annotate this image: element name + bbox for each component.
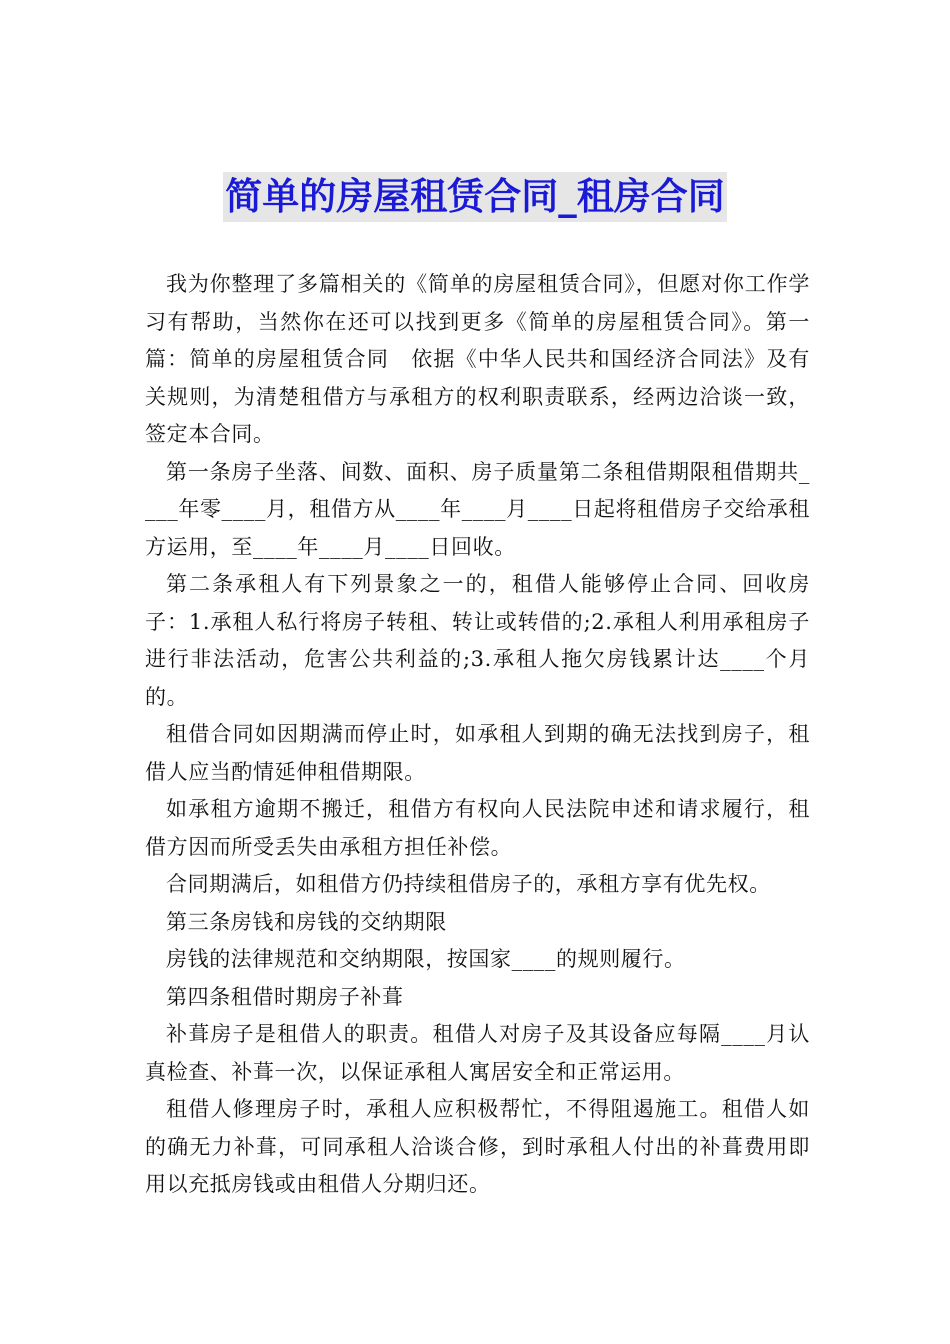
paragraph-intro: 我为你整理了多篇相关的《简单的房屋租赁合同》，但愿对你工作学习有帮助，当然你在还可以找到更多《简单的房屋租赁合同》。第一篇：简单的房屋租赁合同 依据《中华人民共和国经济合同法》及有关规则，为清楚租借方与承租方的权利职责联系，经两边洽谈一致，签定本合同。 [145, 272, 810, 446]
paragraph-rent-terms: 房钱的法律规范和交纳期限，按国家____的规则履行。 [166, 947, 686, 971]
heading-article-3: 第三条房钱和房钱的交纳期限 [166, 909, 447, 934]
paragraph-article-2: 第二条承租人有下列景象之一的，租借人能够停止合同、回收房子：1.承租人私行将房子转租、转让或转借的;2.承租人利用承租房子进行非法活动，危害公共利益的;3.承租人拖欠房钱累计达____个月的。 [145, 572, 810, 709]
paragraph-article-1: 第一条房子坐落、间数、面积、房子质量第二条租借期限租借期共____年零____月，租借方从____年____月____日起将租借房子交给承租方运用，至____年____月____日回收。 [145, 459, 810, 559]
paragraph-repair-cooperation: 租借人修理房子时，承租人应积极帮忙，不得阻遏施工。租借人如的确无力补葺，可同承租人洽谈合修，到时承租人付出的补葺费用即用以充抵房钱或由租借人分期归还。 [145, 1097, 810, 1196]
paragraph-priority: 合同期满后，如租借方仍持续租借房子的，承租方享有优先权。 [166, 872, 771, 896]
paragraph-repair-duty: 补葺房子是租借人的职责。租借人对房子及其设备应每隔____月认真检查、补葺一次，以保证承租人寓居安全和正常运用。 [145, 1022, 810, 1084]
paragraph-lease-expiry: 租借合同如因期满而停止时，如承租人到期的确无法找到房子，租借人应当酌情延伸租借期限。 [145, 722, 810, 784]
title-container [0, 172, 950, 222]
heading-article-4: 第四条租借时期房子补葺 [166, 984, 404, 1009]
document-body [145, 266, 810, 1204]
document-title: 简单的房屋租赁合同_租房合同 [223, 172, 727, 222]
paragraph-overdue: 如承租方逾期不搬迁，租借方有权向人民法院申述和请求履行，租借方因而所受丢失由承租方担任补偿。 [145, 797, 810, 859]
